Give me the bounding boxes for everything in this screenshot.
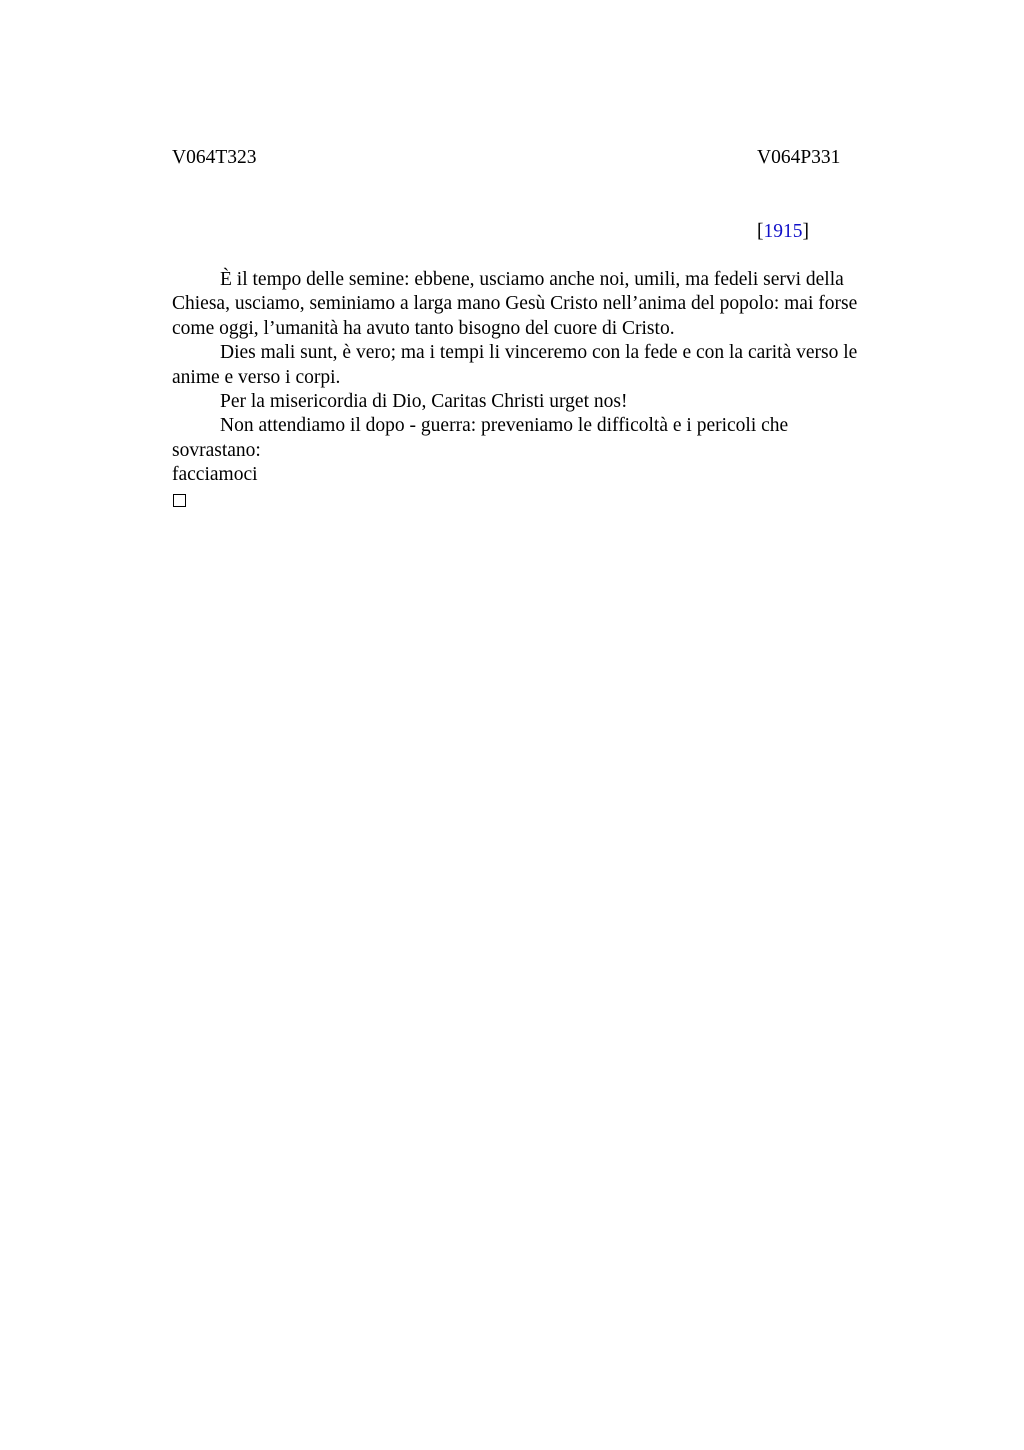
date-reference — [757, 220, 809, 244]
trailing-word: facciamoci — [172, 464, 258, 486]
date-open-bracket: [ — [757, 221, 764, 242]
paragraph-4: Non attendiamo il dopo - guerra: preveniamo le difficoltà e i pericoli che sovrastano: — [172, 415, 789, 461]
paragraph-1: È il tempo delle semine: ebbene, usciamo anche noi, umili, ma fedeli servi della Chiesa, usciamo, seminiamo a larga mano Gesù Cristo nell’anima del popolo: mai forse come oggi, l’umanità ha avuto tanto bisogno del cuore di Cristo. — [172, 269, 858, 339]
paragraph-2: Dies mali sunt, è vero; ma i tempi li vinceremo con la fede e con la carità verso le anime e verso i corpi. — [172, 342, 858, 388]
paragraph-3: Per la misericordia di Dio, Caritas Christi urget nos! — [220, 391, 628, 413]
checkbox-icon[interactable] — [173, 494, 186, 507]
document-code-right: V064P331 — [757, 147, 841, 168]
date-year-link[interactable]: 1915 — [763, 221, 803, 242]
document-code-left: V064T323 — [172, 147, 257, 168]
body-text — [172, 268, 872, 507]
date-close-bracket: ] — [802, 221, 809, 242]
